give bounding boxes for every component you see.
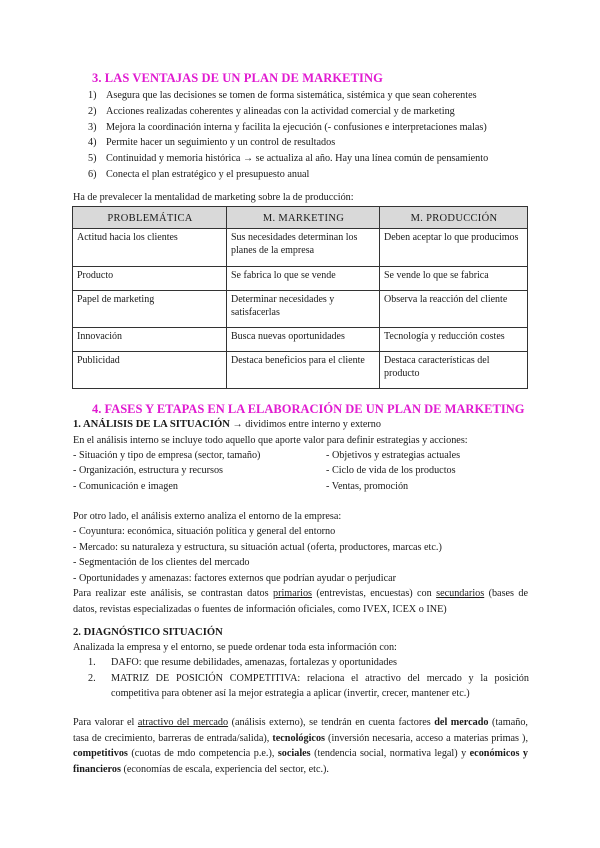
table-cell: Determinar necesidades y satisfacerlas <box>227 291 380 328</box>
external-item: - Segmentación de los clientes del mercado <box>73 557 250 568</box>
table-cell: Observa la reacción del cliente <box>380 291 528 328</box>
internal-factors-row: - Situación y tipo de empresa (sector, tamaño) - Objetivos y estrategias actuales <box>73 450 461 461</box>
column-header: M. PRODUCCIÓN <box>380 207 528 229</box>
table-row <box>73 328 528 352</box>
table-row <box>73 291 528 328</box>
table-cell: Busca nuevas oportunidades <box>227 328 380 352</box>
internal-factors-row: - Organización, estructura y recursos - Ciclo de vida de los productos <box>73 465 456 476</box>
data-sources-paragraph: Para realizar este análisis, se contrastan datos primarios (entrevistas, encuestas) con secundarios (bases de datos, revistas especializadas o fuentes de información oficiales, como IVEX, ICEX o INE) <box>73 588 529 615</box>
list-item: 1) Asegura que las decisiones se tomen de forma sistemática, sistémica y que sean coherentes <box>88 90 477 101</box>
list-item: 6) Conecta el plan estratégico y el presupuesto anual <box>88 168 310 180</box>
diagnosis-list <box>73 655 529 702</box>
list-item: 2) Acciones realizadas coherentes y alineadas con la actividad comercial y de marketing <box>88 105 455 117</box>
table-row <box>73 267 528 291</box>
list-item: 1. DAFO: que resume debilidades, amenazas, fortalezas y oportunidades <box>88 657 398 668</box>
table-row <box>73 229 528 267</box>
table-cell: Se vende lo que se fabrica <box>380 267 528 291</box>
table-cell: Publicidad <box>73 352 227 389</box>
market-attractiveness-paragraph: Para valorar el atractivo del mercado (análisis externo), se tendrán en cuenta factores del mercado (tamaño, tasa de crecimiento, barreras de entrada/salida), tecnológicos (inversión necesaria, acceso a materias primas ), competitivos (cuotas de mdo competencia p.e.), sociales (tendencia social, normativa legal) y económicos y financieros (economías de escala, experiencia del sector, etc.). <box>73 717 528 775</box>
table-cell: Se fabrica lo que se vende <box>227 267 380 291</box>
table-cell: Actitud hacia los clientes <box>73 229 227 267</box>
table-cell: Destaca beneficios para el cliente <box>227 352 380 389</box>
table-intro: Ha de prevalecer la mentalidad de marketing sobre la de producción: <box>73 192 354 203</box>
diagnosis-list-wrapper <box>73 655 529 702</box>
diagnosis-title: 2. DIAGNÓSTICO SITUACIÓN <box>73 627 223 638</box>
table-cell: Innovación <box>73 328 227 352</box>
table-cell: Deben aceptar lo que producimos <box>380 229 528 267</box>
table-row <box>73 352 528 389</box>
table-cell: Sus necesidades determinan los planes de la empresa <box>227 229 380 267</box>
internal-factors-row: - Comunicación e imagen - Ventas, promoción <box>73 481 409 492</box>
internal-intro: En el análisis interno se incluye todo aquello que aporte valor para definir estrategias y acciones: <box>73 435 468 446</box>
analysis-title: 1. ANÁLISIS DE LA SITUACIÓN → dividimos entre interno y externo <box>73 419 381 430</box>
column-header: PROBLEMÁTICA <box>73 207 227 229</box>
table-cell: Producto <box>73 267 227 291</box>
table-cell: Papel de marketing <box>73 291 227 328</box>
comparison-table <box>72 206 528 389</box>
advantages-list <box>88 88 488 183</box>
external-item: - Oportunidades y amenazas: factores externos que podrían ayudar o perjudicar <box>73 573 397 584</box>
table-cell: Tecnología y reducción costes <box>380 328 528 352</box>
list-item: 3) Mejora la coordinación interna y facilita la ejecución (- confusiones e interpretaciones malas) <box>88 121 487 133</box>
external-item: - Mercado: su naturaleza y estructura, su situación actual (oferta, productores, marcas etc.) <box>73 542 442 553</box>
list-item: 5) Continuidad y memoria histórica → se actualiza al año. Hay una línea común de pensamiento <box>88 153 489 165</box>
external-intro: Por otro lado, el análisis externo analiza el entorno de la empresa: <box>73 511 342 522</box>
diagnosis-intro: Analizada la empresa y el entorno, se puede ordenar toda esta información con: <box>73 642 397 653</box>
table-header-row <box>73 207 528 229</box>
list-item: 2. MATRIZ DE POSICIÓN COMPETITIVA: relaciona el atractivo del mercado y la posición competitiva para obtener así la mejor estrategia a aplicar (invertir, crecer, mantener etc.) <box>88 672 529 699</box>
section-3-heading: 3. LAS VENTAJAS DE UN PLAN DE MARKETING <box>92 71 383 85</box>
section-4-heading: 4. FASES Y ETAPAS EN LA ELABORACIÓN DE UN PLAN DE MARKETING <box>92 402 525 416</box>
external-item: - Coyuntura: económica, situación política y general del entorno <box>73 526 336 537</box>
column-header: M. MARKETING <box>227 207 380 229</box>
list-item: 4) Permite hacer un seguimiento y un control de resultados <box>88 137 336 149</box>
table-cell: Destaca características del producto <box>380 352 528 389</box>
